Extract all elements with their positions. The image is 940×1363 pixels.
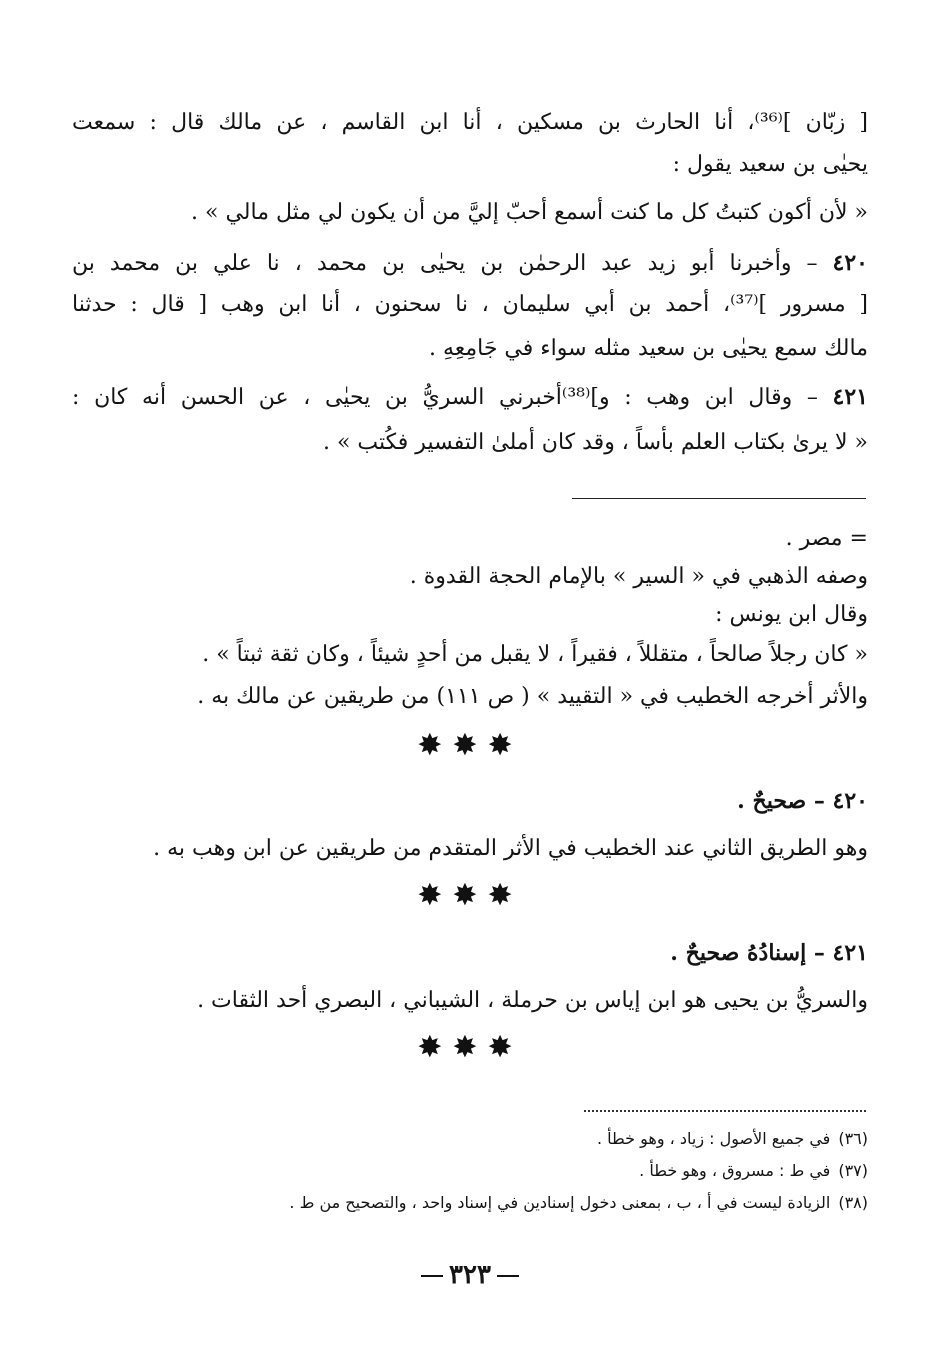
item-number: ٤٢٠ <box>832 250 868 276</box>
page-number: ٣٢٣ <box>449 1260 491 1290</box>
heading-text: – إسنادُهُ صحيحٌ . <box>670 940 825 966</box>
footnote-number: (٣٧) <box>838 1161 868 1180</box>
item-420-line: مالك سمع يحيٰى بن سعيد مثله سواء في جَامِعِهِ . <box>428 336 868 361</box>
section-divider-stars: ✸✸✸ <box>417 728 523 763</box>
item-421-line: « لا يرىٰ بكتاب العلم بأساً ، وقد كان أملىٰ التفسير فكُتب » . <box>322 430 868 455</box>
footnote-number: (٣٦) <box>838 1129 868 1148</box>
dash-right <box>497 1275 519 1277</box>
footnote-number: (٣٨) <box>838 1193 868 1212</box>
item-number: ٤٢١ <box>832 384 868 410</box>
section-divider-stars: ✸✸✸ <box>417 878 523 913</box>
main-text-line: [ زبّان ]⁽³⁶⁾، أنا الحارث بن مسكين ، أنا ابن القاسم ، عن مالك قال : سمعت <box>72 110 868 135</box>
note-line: وقال ابن يونس : <box>715 602 868 627</box>
main-text-line: يحيٰى بن سعيد يقول : <box>672 152 868 177</box>
footnote-text: الزيادة ليست في أ ، ب ، بمعنى دخول إسنادين في إسناد واحد ، والتصحيح من ط . <box>289 1193 831 1212</box>
page-number-footer <box>0 1260 940 1290</box>
note-line: والسريُّ بن يحيى هو ابن إياس بن حرملة ، الشيباني ، البصري أحد الثقات . <box>197 988 868 1013</box>
note-line: وهو الطريق الثاني عند الخطيب في الأثر المتقدم من طريقين عن ابن وهب به . <box>153 836 868 861</box>
note-line: « كان رجلاً صالحاً ، متقللاً ، فقيراً ، لا يقبل من أحدٍ شيئاً ، وكان ثقة ثبتاً » . <box>202 642 868 667</box>
main-text-line: « لأن أكون كتبتُ كل ما كنت أسمع أحبّ إليَّ من أن يكون لي مثل مالي » . <box>191 200 868 225</box>
separator-line <box>572 498 866 499</box>
item-text: – وقال ابن وهب : و]⁽³⁸⁾أخبرني السريُّ بن يحيٰى ، عن الحسن أنه كان : <box>72 385 818 410</box>
heading-number: ٤٢٠ <box>832 788 868 814</box>
heading-text: – صحيحٌ . <box>737 788 825 814</box>
item-420-line <box>72 244 868 283</box>
item-420-line: [ مسرور ]⁽³⁷⁾، أحمد بن أبي سليمان ، نا سحنون ، أنا ابن وهب [ قال : حدثنا <box>72 292 869 317</box>
footnote-text: في جميع الأصول : زياد ، وهو خطأ . <box>596 1129 831 1148</box>
heading-number: ٤٢١ <box>832 940 868 966</box>
note-line: والأثر أخرجه الخطيب في « التقييد » ( ص ١١١) من طريقين عن مالك به . <box>197 684 868 709</box>
note-line: وصفه الذهبي في « السير » بالإمام الحجة القدوة . <box>409 564 868 589</box>
note-line: = مصر . <box>785 526 868 551</box>
heading-421 <box>72 934 868 972</box>
heading-420 <box>72 782 868 820</box>
footnote-text: في ط : مسروق ، وهو خطأ . <box>639 1161 831 1180</box>
footnote-separator <box>584 1110 866 1112</box>
item-text: – وأخبرنا أبو زيد عبد الرحمٰن بن يحيٰى بن محمد ، نا علي بن محمد بن <box>72 251 818 276</box>
footnote <box>72 1124 868 1154</box>
item-421-line <box>72 378 868 417</box>
dash-left <box>421 1275 443 1277</box>
footnote <box>72 1188 868 1218</box>
section-divider-stars: ✸✸✸ <box>417 1030 523 1065</box>
footnote <box>72 1156 868 1186</box>
